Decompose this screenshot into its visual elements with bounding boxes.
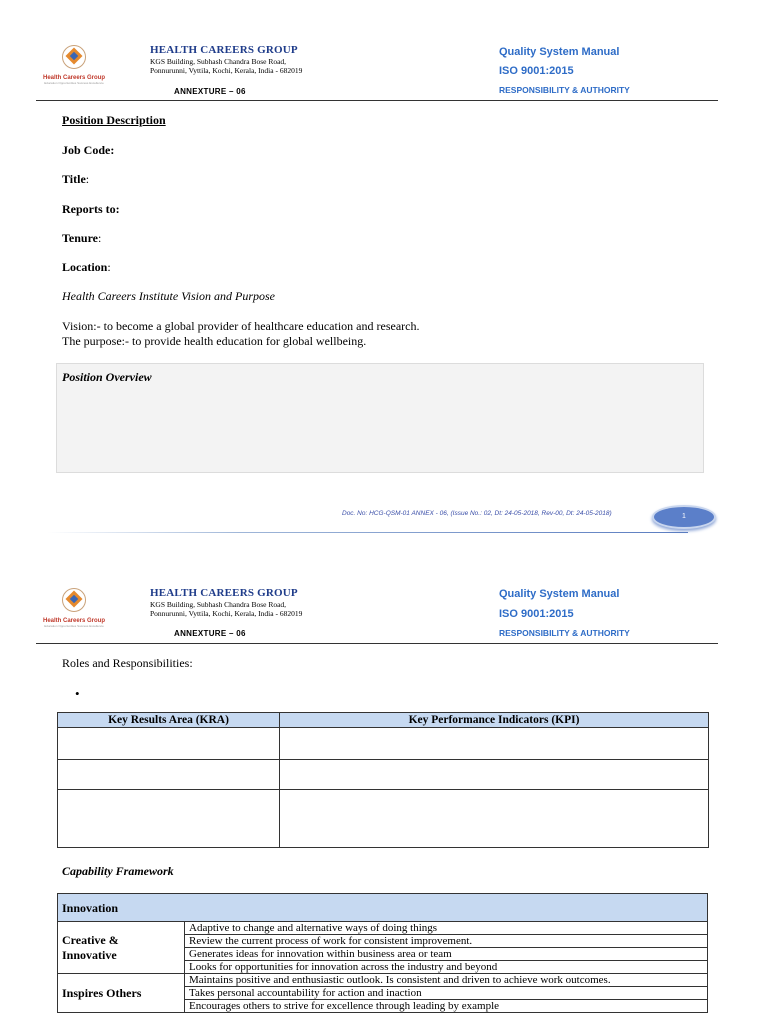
org-name: HEALTH CAREERS GROUP xyxy=(150,587,298,599)
kra-kpi-table xyxy=(57,712,709,848)
kpi-cell[interactable] xyxy=(280,728,709,760)
kra-cell[interactable] xyxy=(58,728,280,760)
capability-group-inspires: Inspires Others xyxy=(58,974,185,1013)
manual-title: Quality System Manual xyxy=(499,588,620,600)
org-name: HEALTH CAREERS GROUP xyxy=(150,44,298,56)
kpi-cell[interactable] xyxy=(280,760,709,790)
page-number-badge: 1 xyxy=(652,505,716,529)
reports-to-label: Reports to: xyxy=(62,202,120,216)
logo-name: Health Careers Group xyxy=(42,75,106,81)
kpi-header: Key Performance Indicators (KPI) xyxy=(280,713,709,728)
address-line-2: Ponnurunni, Vyttila, Kochi, Kerala, India - 682019 xyxy=(150,66,303,75)
kra-cell[interactable] xyxy=(58,790,280,848)
title-label: Title: xyxy=(62,172,90,186)
group-name-line2: Innovative xyxy=(62,947,117,962)
capability-item: Review the current process of work for consistent improvement. xyxy=(185,935,708,948)
roles-heading: Roles and Responsibilities: xyxy=(62,656,193,670)
iso-standard: ISO 9001:2015 xyxy=(499,65,574,77)
table-row xyxy=(58,728,709,760)
address-line-2: Ponnurunni, Vyttila, Kochi, Kerala, India - 682019 xyxy=(150,609,303,618)
company-logo xyxy=(36,588,112,628)
annexture-label: ANNEXTURE – 06 xyxy=(174,87,246,96)
job-code-label: Job Code: xyxy=(62,143,115,157)
table-row xyxy=(58,790,709,848)
document-number: Doc. No: HCG-QSM-01 ANNEX - 06, (Issue No.: 02, Dt: 24-05-2018, Rev-00, Dt: 24-05-2018) xyxy=(342,510,612,517)
vision-heading: Health Careers Institute Vision and Purpose xyxy=(62,289,275,303)
capability-item: Takes personal accountability for action and inaction xyxy=(185,987,708,1000)
location-label: Location: xyxy=(62,260,111,274)
table-header-row xyxy=(58,713,709,728)
kra-header: Key Results Area (KRA) xyxy=(58,713,280,728)
capability-item: Maintains positive and enthusiastic outlook. Is consistent and driven to achieve work outcomes. xyxy=(185,974,708,987)
tenure-label: Tenure: xyxy=(62,231,102,245)
annexture-label: ANNEXTURE – 06 xyxy=(174,629,246,638)
vision-text: Vision:- to become a global provider of healthcare education and research. xyxy=(62,319,420,333)
innovation-header-row xyxy=(58,894,708,922)
logo-emblem-icon xyxy=(62,588,86,612)
purpose-text: The purpose:- to provide health education for global wellbeing. xyxy=(62,334,367,348)
org-address xyxy=(150,600,302,618)
capability-group-creative xyxy=(58,922,185,974)
position-overview-box xyxy=(56,363,704,473)
capability-item: Generates ideas for innovation within business area or team xyxy=(185,948,708,961)
table-row xyxy=(58,974,708,987)
kpi-cell[interactable] xyxy=(280,790,709,848)
capability-item: Looks for opportunities for innovation across the industry and beyond xyxy=(185,961,708,974)
innovation-header: Innovation xyxy=(58,894,708,922)
capability-framework-heading: Capability Framework xyxy=(62,864,174,878)
capability-item: Encourages others to strive for excellence through leading by example xyxy=(185,1000,708,1013)
table-row xyxy=(58,922,708,935)
logo-tagline: Education Opportunities Success Excellence xyxy=(44,624,104,628)
footer-divider xyxy=(48,532,688,533)
position-overview-label: Position Overview xyxy=(62,370,152,384)
iso-standard: ISO 9001:2015 xyxy=(499,608,574,620)
table-row xyxy=(58,760,709,790)
bullet-point: • xyxy=(75,686,80,701)
logo-tagline: Education Opportunities Success Excellence xyxy=(44,81,104,85)
group-name-line1: Creative & xyxy=(62,932,119,947)
address-line-1: KGS Building, Subhash Chandra Bose Road, xyxy=(150,600,287,609)
capability-table xyxy=(57,893,708,1013)
header-divider xyxy=(36,643,718,644)
position-description-heading: Position Description xyxy=(62,113,166,127)
address-line-1: KGS Building, Subhash Chandra Bose Road, xyxy=(150,57,287,66)
section-title: RESPONSIBILITY & AUTHORITY xyxy=(499,628,630,638)
capability-item: Adaptive to change and alternative ways of doing things xyxy=(185,922,708,935)
section-title: RESPONSIBILITY & AUTHORITY xyxy=(499,85,630,95)
kra-cell[interactable] xyxy=(58,760,280,790)
manual-title: Quality System Manual xyxy=(499,46,620,58)
logo-name: Health Careers Group xyxy=(42,618,106,624)
